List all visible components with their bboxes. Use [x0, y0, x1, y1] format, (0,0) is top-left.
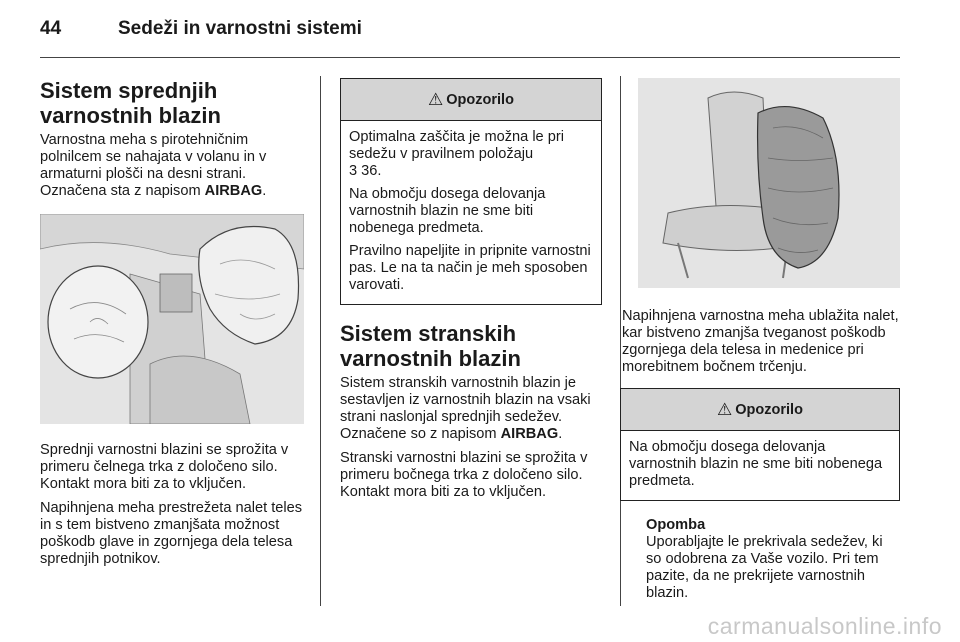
side-airbag-intro: Sistem stranskih varnostnih blazin je sestavljen iz varnostnih blazin na vsaki strani naslonjal sprednjih sedežev. Označene so z napisom AIRBAG.: [340, 375, 591, 442]
warning-triangle-icon: ⚠: [428, 89, 444, 109]
section-heading-side-airbags: Sistem stranskih varnostnih blazin: [340, 321, 521, 371]
warning-box-2: [620, 388, 900, 501]
note-block: [646, 517, 902, 602]
warning-triangle-icon: ⚠: [717, 399, 733, 419]
front-airbag-trigger-text: Sprednji varnostni blazini se sprožita v primeru čelnega trka z določeno silo. Kontakt mora biti za to vključen.: [40, 442, 289, 492]
watermark: carmanualsonline.info: [707, 613, 942, 639]
warning-objects-text-2: Na območju dosega delovanja varnostnih blazin ne sme biti nobenega predmeta.: [629, 439, 883, 489]
column-3: [620, 78, 902, 609]
warning-box-1: [340, 78, 602, 305]
front-airbags-drawing: [40, 214, 304, 424]
side-airbag-drawing: [638, 78, 900, 288]
warning-belt-text: Pravilno napeljite in pripnite varnostni pas. Le na ta način je meh sposoben varovati.: [349, 243, 591, 293]
warning-objects-text: Na območju dosega delovanja varnostnih blazin ne sme biti nobenega predmeta.: [349, 186, 546, 236]
page-number: 44: [40, 18, 62, 39]
warning-title-1: Opozorilo: [446, 91, 514, 108]
front-airbags-illustration: [40, 214, 304, 424]
note-heading: Opomba: [646, 517, 706, 533]
column-divider-1: [320, 76, 321, 606]
note-text: Uporabljajte le prekrivala sedežev, ki so odobrena za Vaše vozilo. Pri tem pazite, da ne prekrijete varnostnih blazin.: [646, 534, 883, 601]
side-airbag-trigger-text: Stranski varnostni blazini se sprožita v primeru bočnega trka z določeno silo. Kontakt mora biti za to vključen.: [340, 450, 588, 500]
section-heading-front-airbags: Sistem sprednjih varnostnih blazin: [40, 78, 221, 128]
header-rule: [40, 57, 900, 58]
front-airbag-protection-text: Napihnjena meha prestrežeta nalet teles in s tem bistveno zmanjšata možnost poškodb glave in zgornjega dela telesa sprednjih potnikov.: [40, 500, 303, 567]
warning-title-2: Opozorilo: [735, 401, 803, 418]
warning-header-2: [621, 389, 899, 431]
front-airbag-intro: Varnostna meha s pirotehničnim polnilcem se nahajata v volanu in v armaturni plošči na desni strani. Označena sta z napisom AIRBAG.: [40, 132, 267, 199]
warning-position-text: Optimalna zaščita je možna le pri sedežu v pravilnem položaju 3 36.: [349, 129, 564, 179]
side-airbag-illustration: [638, 78, 900, 288]
column-1: [40, 78, 304, 575]
column-2: [340, 78, 604, 508]
warning-header-1: [341, 79, 601, 121]
chapter-title: Sedeži in varnostni sistemi: [118, 18, 362, 39]
side-airbag-effect-text: Napihnjena varnostna meha ublažita nalet, kar bistveno zmanjša tveganost poškodb zgornjega dela telesa in medenice pri morebitnem bočnem trčenju.: [622, 308, 899, 375]
